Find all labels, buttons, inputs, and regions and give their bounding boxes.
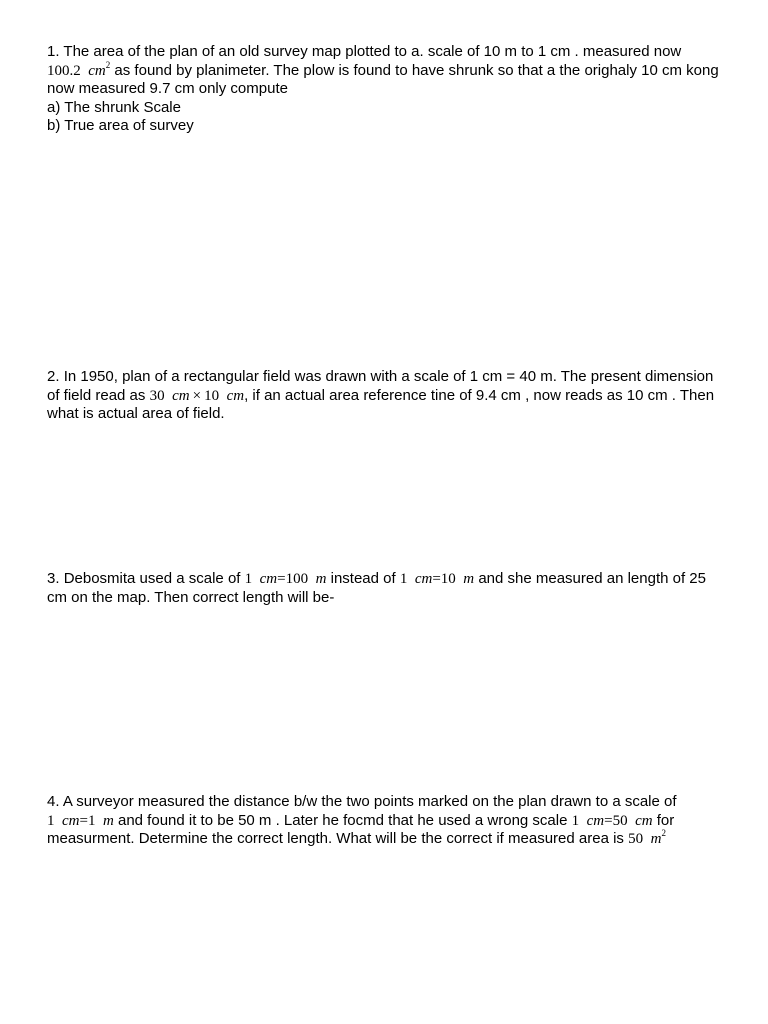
question-1	[47, 43, 727, 136]
math-scale-correct: 1 cm=1 m	[47, 812, 114, 829]
question-number: 4.	[47, 793, 60, 810]
math-scale-used: 1 cm=100 m	[244, 571, 327, 587]
question-3-text: 3. Debosmita used a scale of 1 cm=100 m instead of 1 cm=10 m and she measured an length of 25 cm on the map. Then correct length will be-	[47, 570, 706, 606]
question-number: 2.	[47, 368, 60, 385]
question-1-text: 1. The area of the plan of an old survey map plotted to a. scale of 10 m to 1 cm . measured now 100.2 $cm^2$ as found by planimeter. The plow is found to have shrunk so that a the orighaly 10 cm kong now measured 9.7 cm only compute	[47, 43, 719, 97]
math-area-value: 50 $m^2$	[628, 828, 666, 847]
question-1-part-b: b) True area of survey	[47, 117, 194, 134]
math-dimension: 30 cm × 10 cm	[149, 387, 245, 404]
question-4	[47, 793, 727, 849]
question-number: 3.	[47, 570, 60, 587]
question-1-part-a: a) The shrunk Scale	[47, 98, 181, 116]
question-2	[47, 368, 727, 424]
math-scale-correct: 1 cm=10 m	[399, 571, 475, 587]
math-area-value: 100.2 $cm^2$	[47, 59, 111, 79]
question-2-text: 2. In 1950, plan of a rectangular field was drawn with a scale of 1 cm = 40 m. The present dimension of field read as 30 cm × 10 cm, if an actual area reference tine of 9.4 cm , now reads as 10 cm . Then what is actual area of field.	[47, 368, 715, 422]
question-number: 1.	[47, 43, 60, 60]
question-3	[47, 570, 727, 607]
question-4-text: 4. A surveyor measured the distance b/w the two points marked on the plan drawn to a scale of 1 cm=1 m and found it to be 50 m . Later he focmd that he used a wrong scale 1 cm=50 cm for measurment. Determine the correct length. What will be the correct if measured area is 50 $m^2$	[47, 793, 677, 847]
math-scale-wrong: 1 cm=50 cm	[571, 812, 653, 829]
